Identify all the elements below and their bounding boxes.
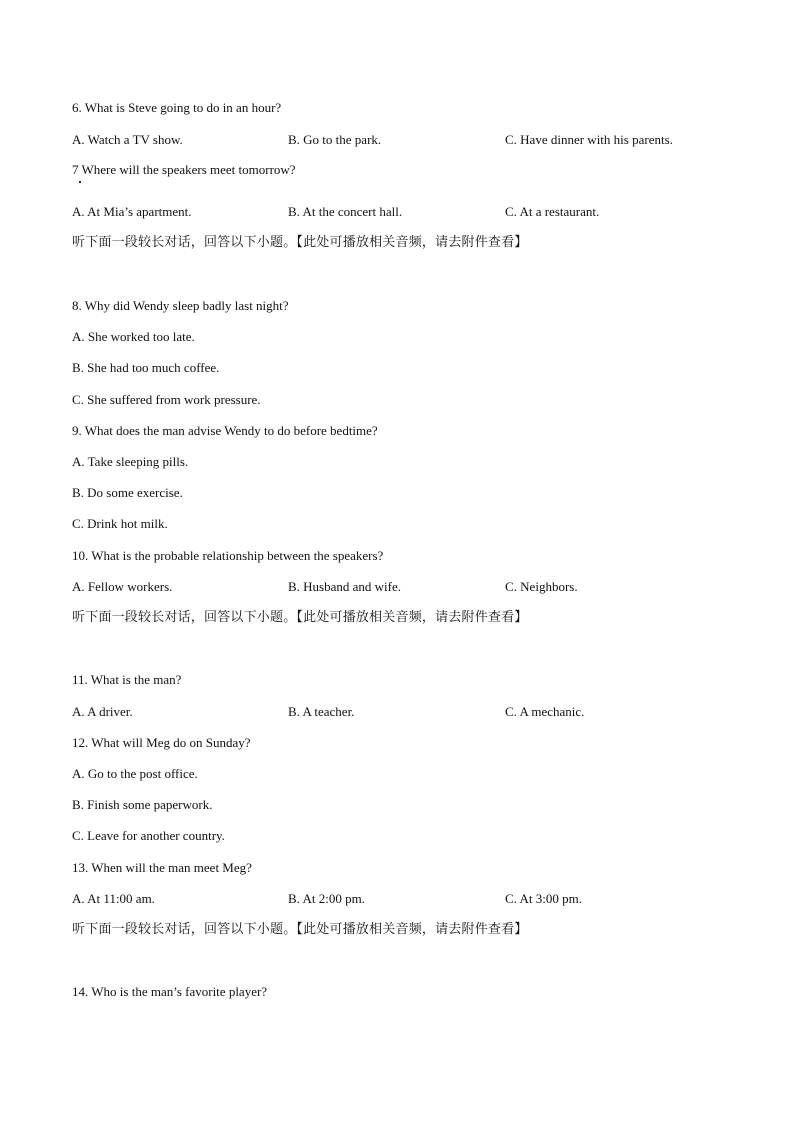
- q8-option-b: B. She had too much coffee.: [72, 360, 220, 375]
- q6-option-b: B. Go to the park.: [288, 132, 382, 147]
- q8-option-c: C. She suffered from work pressure.: [72, 392, 261, 407]
- q10-option-b: B. Husband and wife.: [288, 579, 402, 594]
- q13-option-b: B. At 2:00 pm.: [288, 891, 365, 906]
- listening-instruction: 听下面一段较长对话，回答以下小题。【此处可播放相关音频，请去附件查看】: [72, 610, 528, 625]
- q13-option-c: C. At 3:00 pm.: [505, 891, 582, 906]
- q10-option-c: C. Neighbors.: [505, 579, 578, 594]
- q9-option-b: B. Do some exercise.: [72, 485, 183, 500]
- question-9-stem: 9. What does the man advise Wendy to do before bedtime?: [72, 423, 378, 438]
- question-10-stem: 10. What is the probable relationship between the speakers?: [72, 548, 384, 563]
- q9-option-c: C. Drink hot milk.: [72, 516, 168, 531]
- listening-instruction: 听下面一段较长对话，回答以下小题。【此处可播放相关音频，请去附件查看】: [72, 235, 528, 250]
- question-8-stem: 8. Why did Wendy sleep badly last night?: [72, 298, 289, 313]
- question-6-stem: 6. What is Steve going to do in an hour?: [72, 100, 282, 115]
- q11-option-b: B. A teacher.: [288, 704, 355, 719]
- q7-option-b: B. At the concert hall.: [288, 204, 403, 219]
- listening-instruction: 听下面一段较长对话，回答以下小题。【此处可播放相关音频，请去附件查看】: [72, 922, 528, 937]
- q12-option-b: B. Finish some paperwork.: [72, 797, 213, 812]
- question-13-stem: 13. When will the man meet Meg?: [72, 860, 252, 875]
- stray-dot-mark: [79, 181, 81, 183]
- q11-option-c: C. A mechanic.: [505, 704, 585, 719]
- q6-option-c: C. Have dinner with his parents.: [505, 132, 673, 147]
- q9-option-a: A. Take sleeping pills.: [72, 454, 189, 469]
- q7-option-a: A. At Mia’s apartment.: [72, 204, 192, 219]
- q11-option-a: A. A driver.: [72, 704, 133, 719]
- q13-option-a: A. At 11:00 am.: [72, 891, 155, 906]
- question-7-stem: 7 Where will the speakers meet tomorrow?: [72, 162, 296, 177]
- q8-option-a: A. She worked too late.: [72, 329, 195, 344]
- q12-option-c: C. Leave for another country.: [72, 828, 225, 843]
- question-12-stem: 12. What will Meg do on Sunday?: [72, 735, 251, 750]
- q10-option-a: A. Fellow workers.: [72, 579, 173, 594]
- q12-option-a: A. Go to the post office.: [72, 766, 198, 781]
- q6-option-a: A. Watch a TV show.: [72, 132, 183, 147]
- question-11-stem: 11. What is the man?: [72, 672, 182, 687]
- question-14-stem: 14. Who is the man’s favorite player?: [72, 984, 268, 999]
- q7-option-c: C. At a restaurant.: [505, 204, 600, 219]
